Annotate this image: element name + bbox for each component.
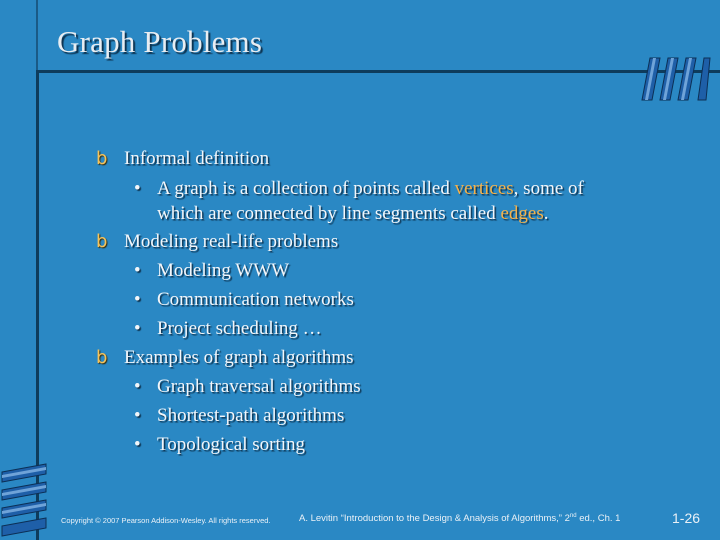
bullet-text: Examples of graph algorithms [124,347,354,368]
bullet-item [96,231,107,253]
text-segment: , some of [513,178,584,199]
bullet-item [96,148,107,170]
side-stripes-logo-icon [0,460,48,540]
sub-bullet-text: Shortest-path algorithms [157,405,345,426]
sub-bullet-marker: • [134,289,141,310]
bullet-text: Informal definition [124,148,270,169]
bullet-marker: b [96,347,108,368]
sub-bullet-text: Topological sorting [157,434,306,455]
reference-text: A. Levitin “Introduction to the Design & Analysis of Algorithms,” 2 [299,513,570,525]
highlight-term: vertices [454,178,514,199]
sub-bullet-marker: • [134,405,141,426]
sub-bullet-marker: • [134,434,141,455]
stripes-logo-icon [640,56,720,102]
page-number: 1-26 [672,510,701,526]
sub-bullet-text: Graph traversal algorithms [157,376,361,397]
sub-bullet-text: Modeling WWW [157,260,290,281]
sub-bullet-marker: • [134,376,141,397]
slide-title: Graph Problems [57,24,263,59]
sub-bullet-text [157,178,584,200]
sub-bullet-text: Communication networks [157,289,354,310]
reference-text: ed., Ch. 1 [576,513,621,525]
bullet-marker: b [96,231,108,252]
highlight-term: edges [500,203,544,224]
reference-superscript: nd [569,513,577,519]
sub-bullet-marker: • [134,260,141,281]
sub-bullet-marker: • [134,318,141,339]
text-segment: which are connected by line segments called [157,203,501,224]
text-segment: A graph is a collection of points called [157,178,455,199]
sub-bullet-continuation [157,203,548,225]
bullet-text: Modeling real-life problems [124,231,339,252]
bullet-item [96,347,107,369]
frame-line [36,70,720,73]
book-reference [299,513,620,524]
copyright-notice: Copyright © 2007 Pearson Addison-Wesley. All rights reserved. [61,516,271,525]
sub-bullet-text: Project scheduling … [157,318,322,339]
bullet-marker: b [96,148,108,169]
frame-line [36,0,38,70]
text-segment: . [543,203,549,224]
sub-bullet-marker: • [134,178,141,199]
